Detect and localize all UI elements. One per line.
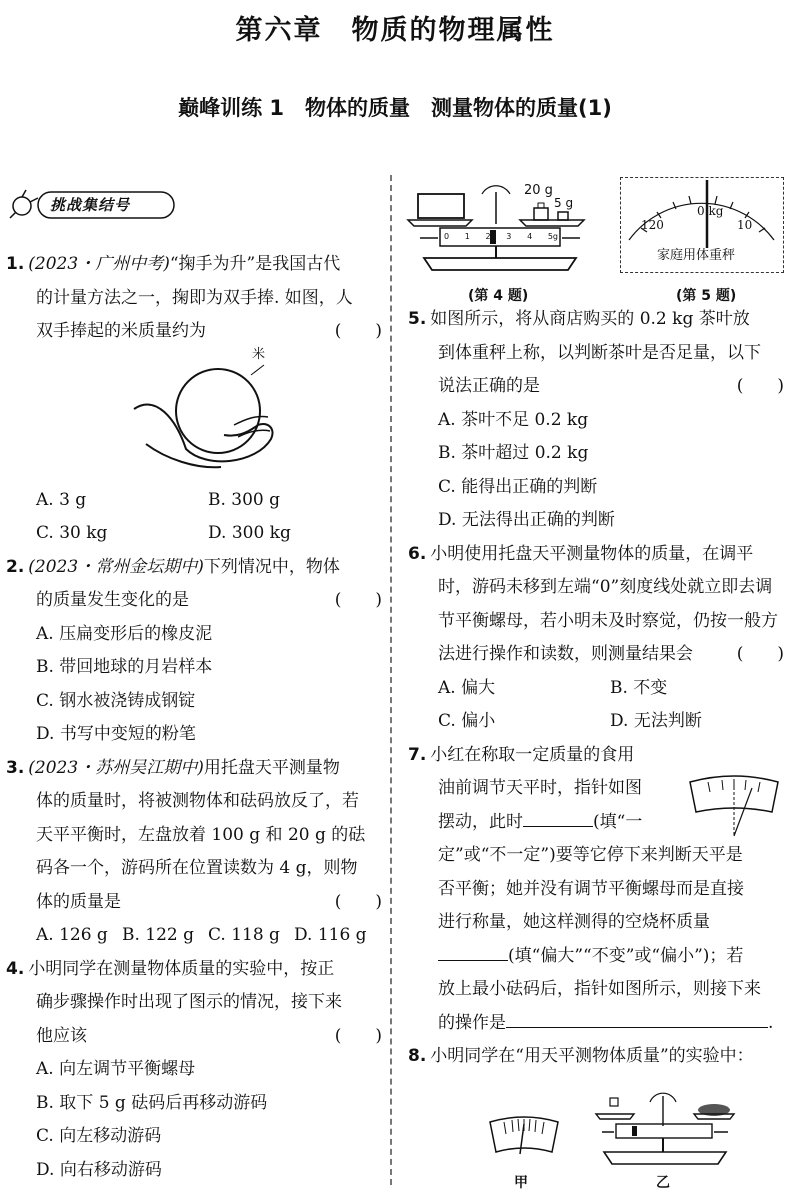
balance-icon [400,178,600,278]
q3-option-a[interactable]: A. 126 g [36,925,108,945]
q8-figure-a [484,1112,564,1192]
q4-option-b[interactable]: B. 取下 5 g 砝码后再移动游码 [36,1092,268,1113]
q1-number: 1. [6,254,25,274]
q2-option-c[interactable]: C. 钢水被浇铸成钢锭 [36,690,196,711]
q5-answer-paren: ( ) [736,376,784,396]
q2-line [6,551,382,585]
q6-option-a[interactable]: A. 偏大 [438,677,496,698]
q6-number: 6. [408,543,427,564]
q7-text-1: 小红在称取一定质量的食用 [430,744,635,765]
q7-text-3b: (填“一 [593,811,643,832]
q5-option-c[interactable]: C. 能得出正确的判断 [438,476,598,497]
q3-source: (2023・苏州吴江期中) [28,757,204,778]
q3-option-c[interactable]: C. 118 g [208,925,280,945]
q2-number: 2. [6,556,25,577]
q1-option-b[interactable]: B. 300 g [208,489,281,510]
q5-text-2: 到体重秤上称，以判断茶叶是否足量，以下 [438,342,761,363]
q7-blank-1[interactable] [523,807,593,827]
rider-scale [444,232,558,242]
q3-text-4: 码各一个，游码所在位置读数为 4 g，则物 [36,858,358,878]
fig5-scale [620,177,784,273]
q1-option-d[interactable]: D. 300 kg [208,523,291,543]
q6-option-c[interactable]: C. 偏小 [438,711,496,731]
q6-line-4 [408,638,784,672]
q5-line [408,303,784,337]
q6-answer-paren: ( ) [736,644,784,664]
q1-option-c[interactable]: C. 30 kg [36,523,108,543]
q5-line-3 [408,370,784,404]
q7-text-5: 否平衡；她并没有调节平衡螺母而是直接 [438,878,744,899]
q3-option-d[interactable]: D. 116 g [294,925,367,945]
rice-label: 米 [252,346,266,362]
q4-answer-paren: ( ) [334,1025,382,1046]
weight-5-label: 5 g [554,196,574,210]
q3-text-2: 体的质量时，将被测物体和砝码放反了，若 [36,791,359,811]
tick-1: 1 [464,232,470,241]
q5-text-1: 如图所示，将从商店购买的 0.2 kg 茶叶放 [430,309,750,329]
right-column [408,303,784,1074]
q6-text-3: 节平衡螺母，若小明未及时察觉，仍按一般方 [438,610,778,631]
label-120: 120 [641,218,664,232]
scale-name: 家庭用体重秤 [657,248,736,263]
q7-blank-3[interactable] [506,1008,768,1028]
q4-line [6,953,382,987]
q7-blank-2[interactable] [438,941,508,961]
q3-option-b[interactable]: B. 122 g [122,925,195,945]
badge-text: 挑战集结号 [50,196,131,214]
q7-line-7 [408,940,784,974]
q1-text-3: 双手捧起的米质量约为 [36,321,206,341]
q2-text-2: 的质量发生变化的是 [36,590,189,610]
q4-text-1: 小明同学在测量物体质量的实验中，按正 [28,958,335,979]
q3-text-3: 天平平衡时，左盘放着 100 g 和 20 g 的砝 [36,824,366,845]
q7-text-6: 进行称量，她这样测得的空烧杯质量 [438,912,710,932]
q8-line [408,1040,784,1074]
q5-option-a[interactable]: A. 茶叶不足 0.2 kg [438,409,589,430]
left-column [6,248,382,1187]
q3-line-5 [6,886,382,920]
q7-text-7: (填“偏大”“不变”或“偏小”)；若 [508,945,744,966]
q7-text-9a: 的操作是 [438,1012,506,1033]
pointer-scale-icon [484,1112,564,1172]
q4-number: 4. [6,958,25,979]
q1-text-1: “掬手为升”是我国古代 [169,254,341,274]
q1-option-a[interactable]: A. 3 g [36,489,87,510]
q4-text-2: 确步骤操作时出现了图示的情况，接下来 [36,992,342,1012]
q7-text-4: 定”或“不一定”)要等它停下来判断天平是 [438,845,743,865]
q6-line [408,538,784,572]
section-subtitle: 巅峰训练 1 物体的质量 测量物体的质量(1) [178,96,612,120]
q5-text-3: 说法正确的是 [438,376,540,396]
weight-20-label: 20 g [524,183,553,198]
q6-text-4: 法进行操作和读数，则测量结果会 [438,644,693,664]
pointer-dial-icon [686,772,782,838]
q4-line-3 [6,1020,382,1054]
q8-number: 8. [408,1046,427,1066]
q6-text-1: 小明使用托盘天平测量物体的质量，在调平 [430,543,754,564]
q7-pointer-figure [686,772,782,838]
q5-option-d[interactable]: D. 无法得出正确的判断 [438,510,615,530]
q3-text-5: 体的质量是 [36,891,121,912]
q7-text-2: 油前调节天平时，指针如图 [438,778,642,798]
q2-text-1: 下列情况中，物体 [203,556,340,577]
tick-3: 3 [506,232,512,241]
q2-option-a[interactable]: A. 压扁变形后的橡皮泥 [36,623,213,644]
q3-line [6,752,382,786]
q5-number: 5. [408,309,427,329]
hands-holding-rice-icon [6,346,382,484]
tick-0: 0 [444,232,450,241]
q3-number: 3. [6,757,25,778]
fig4-caption: (第 4 题) [468,288,529,304]
q4-option-d[interactable]: D. 向右移动游码 [36,1159,162,1180]
q8-figure-b [590,1086,740,1194]
q2-option-b[interactable]: B. 带回地球的月岩样本 [36,657,213,677]
q2-answer-paren: ( ) [334,590,382,610]
q3-answer-paren: ( ) [334,891,382,912]
balance-with-object-icon [590,1086,740,1172]
tick-4: 4 [527,232,533,241]
q7-text-3a: 摆动，此时 [438,811,523,832]
q7-line-9 [408,1007,784,1041]
label-0kg: 0 kg [697,204,724,218]
chapter-title: 第六章 物质的物理属性 [235,15,555,46]
q7-text-9b: . [768,1012,774,1033]
q7-text-8: 放上最小砝码后，指针如图所示，则接下来 [438,979,761,999]
q1-answer-paren: ( ) [334,321,382,341]
q2-line-2 [6,584,382,618]
q1-line-3 [6,315,382,349]
fig-a-label: 甲 [514,1175,528,1191]
q1-text-2: 的计量方法之一，掬即为双手捧. 如图，人 [36,287,353,308]
q8-text-1: 小明同学在“用天平测物体质量”的实验中： [430,1046,754,1066]
q7-number: 7. [408,744,427,765]
column-divider [390,175,392,1185]
q3-text-1: 用托盘天平测量物 [203,757,340,778]
q4-text-3: 他应该 [36,1025,87,1046]
tick-2: 2 [485,232,491,241]
q2-source: (2023・常州金坛期中) [28,556,204,577]
q1-source: (2023・广州中考) [28,254,170,274]
fig-b-label: 乙 [656,1175,670,1191]
q6-option-b[interactable]: B. 不变 [610,677,668,698]
tick-5: 5g [547,232,558,241]
fig5-caption: (第 5 题) [676,288,737,304]
q6-text-2: 时，游码未移到左端“0”刻度线处就立即去调 [438,577,773,597]
q1-line [6,248,382,282]
q4-option-c[interactable]: C. 向左移动游码 [36,1126,162,1146]
q2-option-d[interactable]: D. 书写中变短的粉笔 [36,724,196,744]
challenge-badge [8,186,176,226]
q1-figure [6,346,382,484]
q4-option-a[interactable]: A. 向左调节平衡螺母 [36,1059,196,1079]
q5-option-b[interactable]: B. 茶叶超过 0.2 kg [438,443,589,463]
fig4-balance [400,178,600,278]
q6-option-d[interactable]: D. 无法判断 [610,711,702,731]
label-10: 10 [737,218,753,232]
q7-line [408,739,784,773]
